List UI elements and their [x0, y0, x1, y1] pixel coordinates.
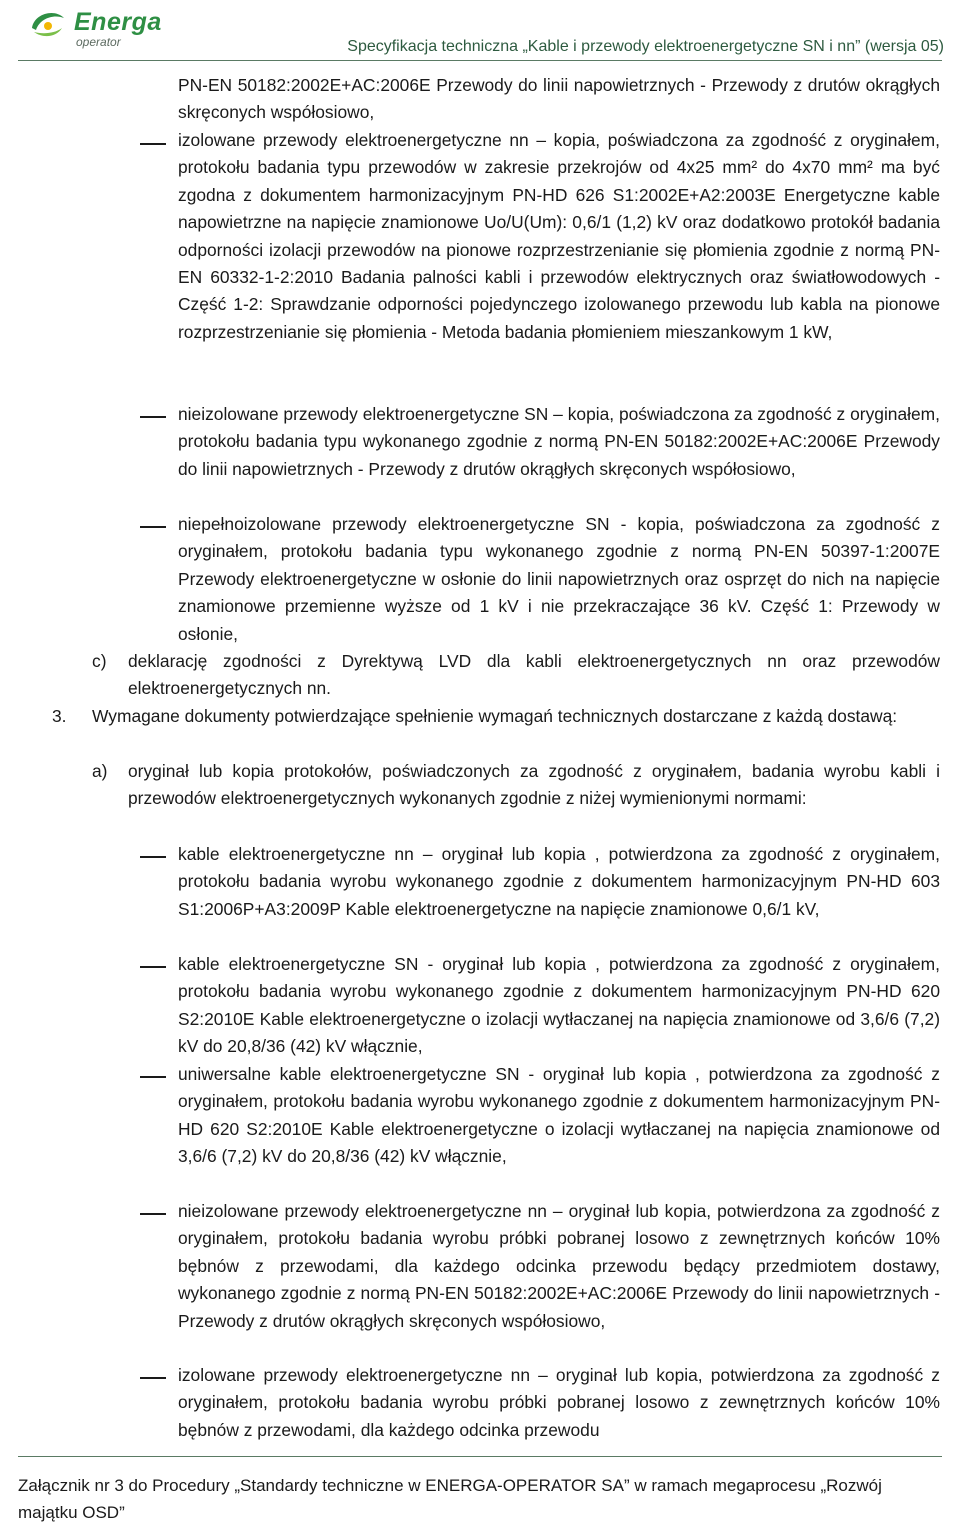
dash-bullet	[140, 1377, 166, 1379]
list-item: kable elektroenergetyczne SN - oryginał lub kopia , potwierdzona za zgodność z oryginałem, protokołu badania wyrobu wykonanego zgodnie z dokumentem harmonizacyjnym PN-HD 620 S2:2010E Kable elektroenergetyczne o izolacji wytłaczanej na napięcia znamionowe od 3,6/6 (7,2) kV do 20,8/36 (42) kV włącznie,	[178, 954, 940, 1057]
header-divider	[18, 60, 942, 61]
footer-divider	[18, 1456, 942, 1457]
list-item: nieizolowane przewody elektroenergetyczne SN – kopia, poświadczona za zgodność z oryginałem, protokołu badania typu wykonanego zgodnie z normą PN-EN 50182:2002E+AC:2006E Przewody do linii napowietrznych - Przewody z drutów okrągłych skręconych współosiowo,	[178, 404, 940, 479]
list-marker-a: a)	[92, 761, 108, 781]
energa-logo-icon	[28, 8, 66, 42]
paragraph-continuation: PN-EN 50182:2002E+AC:2006E Przewody do linii napowietrznych - Przewody z drutów okrągłych skręconych współosiowo,	[178, 75, 940, 123]
list-item-a: oryginał lub kopia protokołów, poświadczonych za zgodność z oryginałem, badania wyrobu kabli i przewodów elektroenergetycznych wykonanych zgodnie z niżej wymienionymi normami:	[128, 761, 940, 809]
page-header	[0, 0, 960, 62]
dash-bullet	[140, 416, 166, 418]
logo-name: Energa	[74, 8, 162, 36]
list-item: uniwersalne kable elektroenergetyczne SN - oryginał lub kopia , potwierdzona za zgodność z oryginałem, protokołu badania wyrobu wykonanego zgodnie z dokumentem harmonizacyjnym PN-HD 620 S2:2010E Kable elektroenergetyczne o izolacji wytłaczanej na napięcia znamionowe od 3,6/6 (7,2) kV do 20,8/36 (42) kV włącznie,	[178, 1064, 940, 1167]
logo-subtitle: operator	[76, 35, 121, 49]
list-item-c: deklarację zgodności z Dyrektywą LVD dla kabli elektroenergetycznych nn oraz przewodów elektroenergetycznych nn.	[128, 651, 940, 699]
list-marker-c: c)	[92, 651, 107, 671]
section-heading: Wymagane dokumenty potwierdzające spełnienie wymagań technicznych dostarczane z każdą dostawą:	[92, 706, 898, 726]
section-number: 3.	[52, 706, 67, 726]
dash-bullet	[140, 526, 166, 528]
dash-bullet	[140, 966, 166, 968]
energa-logo	[24, 6, 184, 54]
dash-bullet	[140, 143, 166, 145]
dash-bullet	[140, 1213, 166, 1215]
dash-bullet	[140, 1076, 166, 1078]
list-item: izolowane przewody elektroenergetyczne nn – kopia, poświadczona za zgodność z oryginałem, protokołu badania typu przewodów w zakresie przekrojów od 4x25 mm² do 4x70 mm² ma być zgodna z dokumentem harmonizacyjnym PN-HD 626 S1:2002E+A2:2003E Energetyczne kable napowietrzne na napięcie znamionowe Uo/U(Um): 0,6/1 (1,2) kV oraz dodatkowo protokół badania odporności izolacji przewodów na pionowe rozprzestrzenianie się płomienia zgodnie z normą PN-EN 60332-1-2:2010 Badania palności kabli i przewodów elektrycznych oraz światłowodowych - Część 1-2: Sprawdzanie odporności pojedynczego izolowanego przewodu lub kabla na pionowe rozprzestrzenianie się płomienia - Metoda badania płomieniem mieszankowym 1 kW,	[178, 130, 940, 342]
document-title: Specyfikacja techniczna „Kable i przewody elektroenergetyczne SN i nn” (wersja 05)	[347, 38, 944, 55]
dash-bullet	[140, 856, 166, 858]
list-item: izolowane przewody elektroenergetyczne nn – oryginał lub kopia, potwierdzona za zgodność z oryginałem, protokołu badania wyrobu próbki pobranej losowo z zewnętrznych końców 10% bębnów z przewodami, dla każdego odcinka przewodu	[178, 1365, 940, 1440]
list-item: niepełnoizolowane przewody elektroenergetyczne SN - kopia, poświadczona za zgodność z oryginałem, protokołu badania typu wykonanego zgodnie z normą PN-EN 50397-1:2007E Przewody elektroenergetyczne w osłonie do linii napowietrznych oraz osprzęt do nich na napięcie znamionowe przemienne wyższe od 1 kV i nie przekraczające 36 kV. Część 1: Przewody w osłonie,	[178, 514, 940, 644]
page-footer: Załącznik nr 3 do Procedury „Standardy techniczne w ENERGA-OPERATOR SA” w ramach megaprocesu „Rozwój majątku OSD”	[18, 1476, 882, 1522]
list-item: nieizolowane przewody elektroenergetyczne nn – oryginał lub kopia, potwierdzona za zgodność z oryginałem, protokołu badania wyrobu próbki pobranej losowo z zewnętrznych końców 10% bębnów z przewodami, dla każdego odcinka przewodu będący przedmiotem dostawy, wykonanego zgodnie z normą PN-EN 50182:2002E+AC:2006E Przewody do linii napowietrznych - Przewody z drutów okrągłych skręconych współosiowo,	[178, 1201, 940, 1331]
list-item: kable elektroenergetyczne nn – oryginał lub kopia , potwierdzona za zgodność z oryginałem, protokołu badania wyrobu wykonanego zgodnie z dokumentem harmonizacyjnym PN-HD 603 S1:2006P+A3:2009P Kable elektroenergetyczne na napięcie znamionowe 0,6/1 kV,	[178, 844, 940, 919]
